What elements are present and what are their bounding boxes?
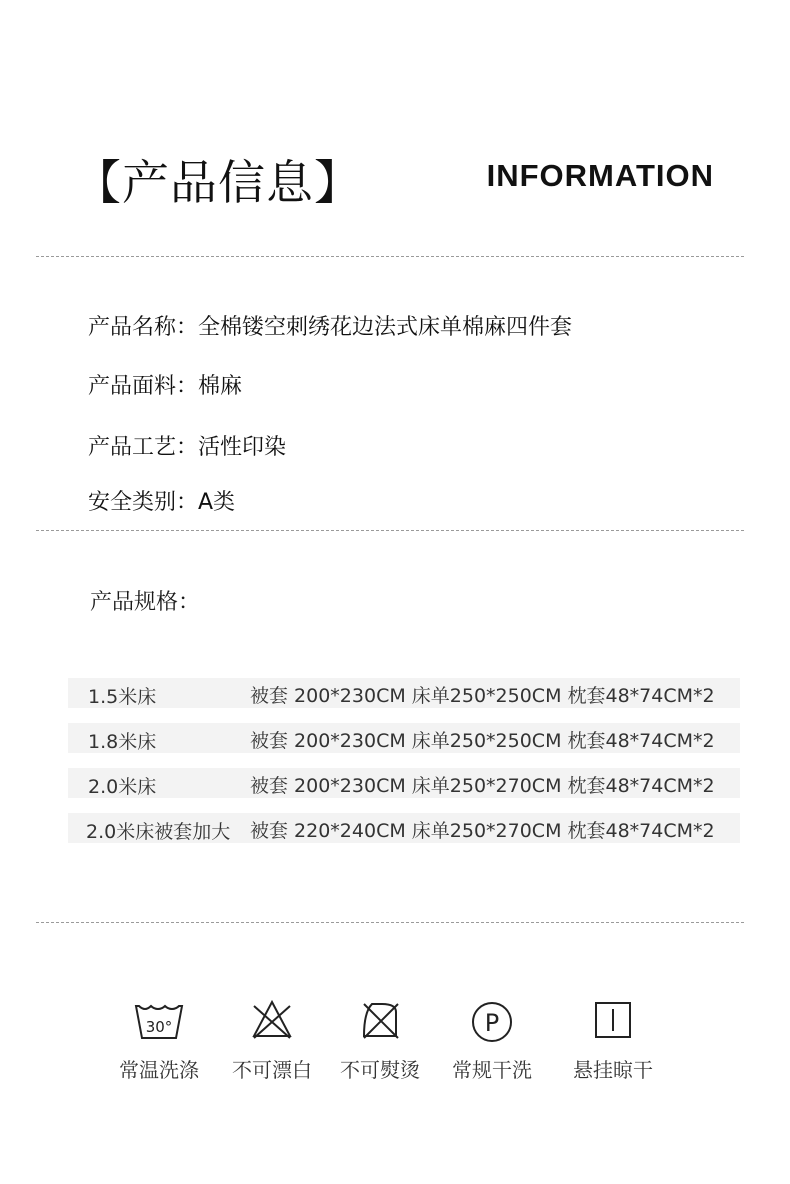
spec-label: 产品规格： <box>90 590 201 615</box>
info-safety-category: 安全类别：A类 <box>88 490 236 515</box>
wash-30-icon <box>131 996 187 1044</box>
care-item-dry-clean <box>432 996 552 1086</box>
line-dry-icon <box>585 996 641 1044</box>
care-label: 常规干洗 <box>452 1058 532 1082</box>
care-label: 常温洗涤 <box>119 1058 199 1082</box>
size-name: 2.0米床被套加大 <box>86 821 231 843</box>
divider-middle <box>36 530 744 531</box>
size-detail: 被套 200*230CM 床单250*250CM 枕套48*74CM*2 <box>250 685 715 707</box>
care-item-no-bleach <box>212 996 332 1086</box>
page-title-cn: 【产品信息】 <box>74 156 362 211</box>
care-item-wash <box>99 996 219 1086</box>
no-iron-icon <box>352 996 408 1044</box>
size-detail: 被套 200*230CM 床单250*250CM 枕套48*74CM*2 <box>250 730 715 752</box>
care-label: 悬挂晾干 <box>573 1058 653 1082</box>
size-name: 1.8米床 <box>88 731 157 753</box>
wash-temp-text: 30° <box>145 1018 173 1036</box>
size-detail: 被套 200*230CM 床单250*270CM 枕套48*74CM*2 <box>250 775 715 797</box>
dry-clean-p-icon <box>464 996 520 1044</box>
care-label: 不可漂白 <box>232 1058 312 1082</box>
size-row <box>68 813 740 843</box>
page-title-en: INFORMATION <box>486 158 714 193</box>
size-row <box>68 768 740 798</box>
care-item-line-dry <box>553 996 673 1086</box>
dry-clean-letter: P <box>484 1009 500 1037</box>
size-name: 1.5米床 <box>88 686 157 708</box>
no-bleach-icon <box>244 996 300 1044</box>
care-item-no-iron <box>320 996 440 1086</box>
divider-bottom <box>36 922 744 923</box>
info-product-craft: 产品工艺：活性印染 <box>88 435 287 460</box>
divider-top <box>36 256 744 257</box>
size-name: 2.0米床 <box>88 776 157 798</box>
info-product-name: 产品名称：全棉镂空刺绣花边法式床单棉麻四件套 <box>88 315 573 340</box>
size-detail: 被套 220*240CM 床单250*270CM 枕套48*74CM*2 <box>250 820 715 842</box>
care-label: 不可熨烫 <box>340 1058 420 1082</box>
size-row <box>68 723 740 753</box>
info-product-material: 产品面料：棉麻 <box>88 374 243 399</box>
size-row <box>68 678 740 708</box>
